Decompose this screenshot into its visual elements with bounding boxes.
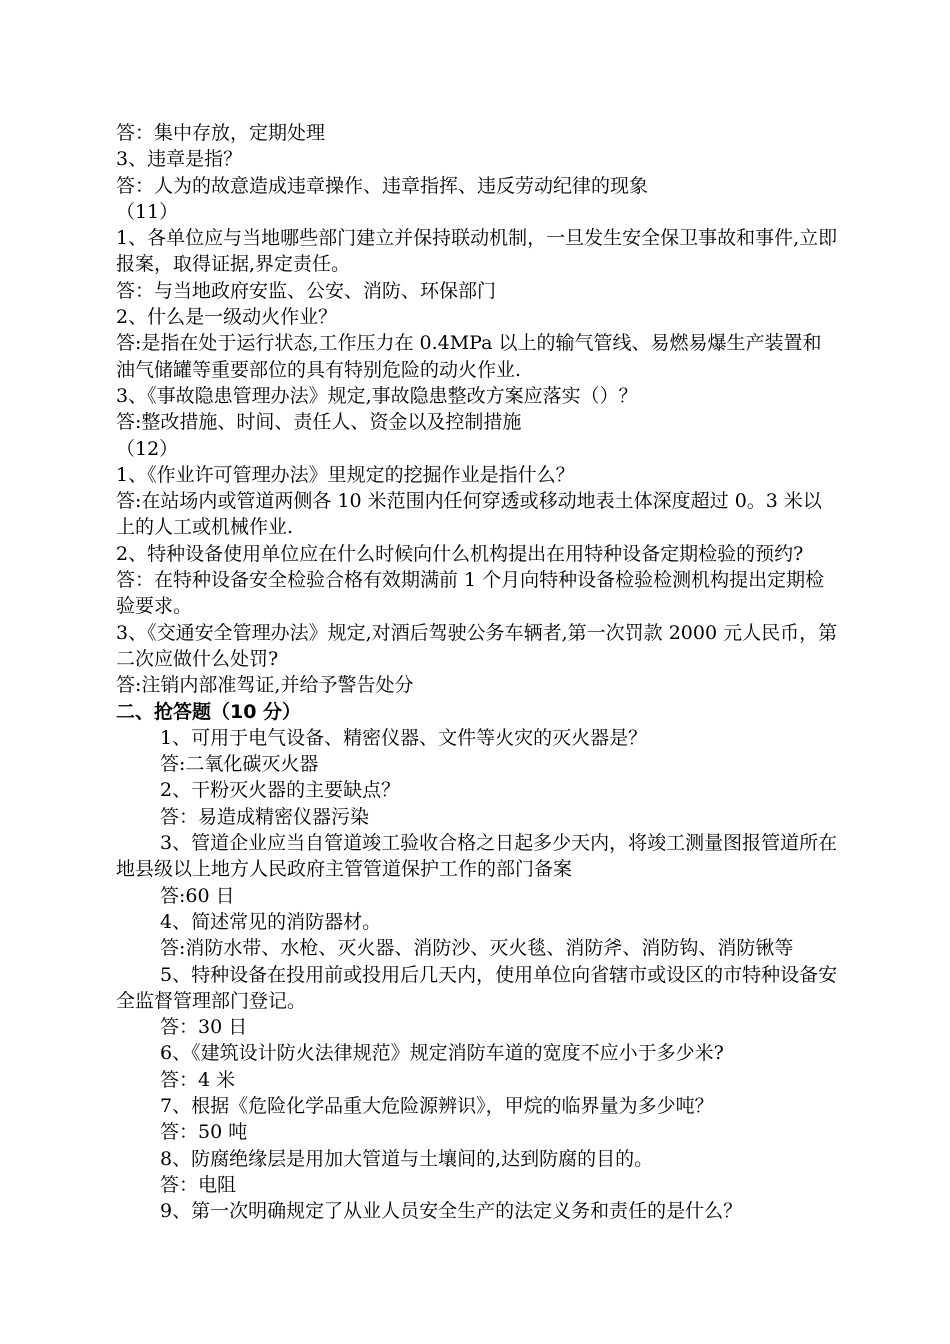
group-number: （11） <box>116 200 179 223</box>
question-line: 3、违章是指？ <box>116 148 243 171</box>
question-line: 8、防腐绝缘层是用加大管道与土壤间的,达到防腐的目的。 <box>160 1147 654 1170</box>
document-page <box>116 120 840 1224</box>
answer-line: 答:是指在处于运行状态,工作压力在 0.4MPa 以上的输气管线、易燃易爆生产装置和油气储罐等重要部位的具有特别危险的动火作业. <box>116 332 822 381</box>
answer-line: 答:二氧化碳灭火器 <box>160 753 319 776</box>
answer-line: 答:在站场内或管道两侧各 10 米范围内任何穿透或移动地表土体深度超过 0。3 米以上的人工或机械作业. <box>116 490 822 539</box>
answer-line: 答：在特种设备安全检验合格有效期满前 1 个月向特种设备检验检测机构提出定期检验要求。 <box>116 569 825 618</box>
section-title: 二、抢答题（10 分） <box>116 700 302 723</box>
question-line: 1、《作业许可管理办法》里规定的挖掘作业是指什么？ <box>116 463 575 486</box>
question-line: 3、《交通安全管理办法》规定,对酒后驾驶公务车辆者,第一次罚款 2000 元人民币，第二次应做什么处罚? <box>116 621 838 670</box>
question-line: 1、各单位应与当地哪些部门建立并保持联动机制，一旦发生安全保卫事故和事件,立即报案，取得证据,界定责任。 <box>116 227 838 276</box>
answer-line: 答：4 米 <box>160 1068 236 1091</box>
question-line: 1、可用于电气设备、精密仪器、文件等火灾的灭火器是？ <box>160 726 648 749</box>
answer-line: 答:注销内部准驾证,并给予警告处分 <box>116 674 414 697</box>
previous-qa-block <box>116 120 840 699</box>
question-line: 2、什么是一级动火作业？ <box>116 306 338 329</box>
question-line: 4、简述常见的消防器材。 <box>160 910 382 933</box>
question-line: 2、干粉灭火器的主要缺点？ <box>160 779 401 802</box>
question-line: 7、根据《危险化学品重大危险源辨识》，甲烷的临界量为多少吨？ <box>160 1094 714 1117</box>
question-line: 6、《建筑设计防火法律规范》规定消防车道的宽度不应小于多少米? <box>160 1042 724 1065</box>
question-line: 3、《事故隐患管理办法》规定,事故隐患整改方案应落实（）？ <box>116 384 638 407</box>
group-number: （12） <box>116 437 179 460</box>
answer-line: 答:60 日 <box>160 884 235 907</box>
answer-line: 答：50 吨 <box>160 1121 248 1144</box>
answer-line: 答:消防水带、水枪、灭火器、消防沙、灭火毯、消防斧、消防钩、消防锹等 <box>160 937 794 960</box>
answer-line: 答：人为的故意造成违章操作、违章指挥、违反劳动纪律的现象 <box>116 174 649 197</box>
answer-line: 答：集中存放，定期处理 <box>116 122 326 144</box>
answer-line: 答:整改措施、时间、责任人、资金以及控制措施 <box>116 411 522 434</box>
question-line: 9、第一次明确规定了从业人员安全生产的法定义务和责任的是什么？ <box>160 1200 743 1223</box>
answer-line: 答：易造成精密仪器污染 <box>160 805 370 828</box>
answer-line: 答：30 日 <box>160 1016 248 1039</box>
question-line: 5、特种设备在投用前或投用后几天内，使用单位向省辖市或设区的市特种设备安全监督管理部门登记。 <box>116 963 838 1012</box>
question-line: 3、管道企业应当自管道竣工验收合格之日起多少天内，将竣工测量图报管道所在地县级以上地方人民政府主管管道保护工作的部门备案 <box>116 832 838 881</box>
quick-answer-block <box>116 725 840 1225</box>
question-line: 2、特种设备使用单位应在什么时候向什么机构提出在用特种设备定期检验的预约? <box>116 542 804 565</box>
answer-line: 答：与当地政府安监、公安、消防、环保部门 <box>116 279 497 302</box>
answer-line: 答：电阻 <box>160 1173 237 1196</box>
